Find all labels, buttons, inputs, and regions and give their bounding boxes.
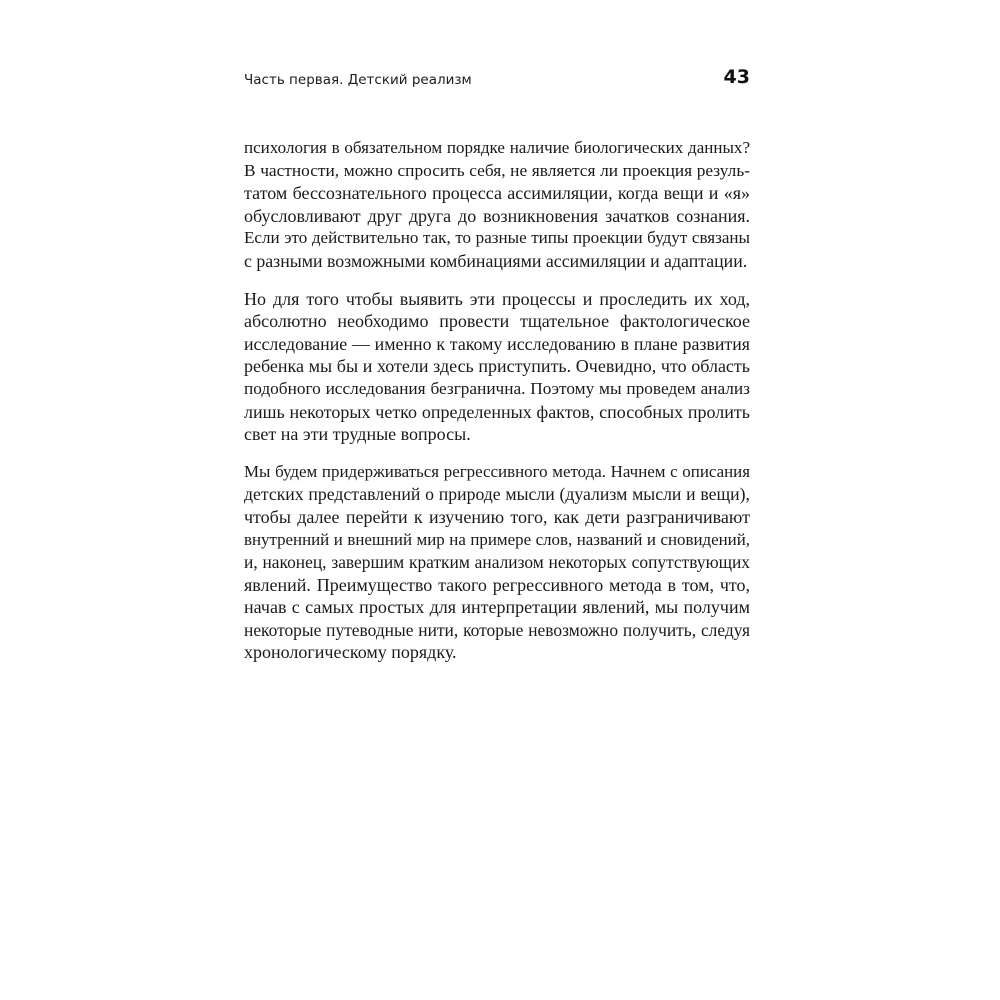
text-line: ребенка мы бы и хотели здесь приступить. Очевидно, что область [244,356,750,377]
text-line: детских представлений о природе мысли (дуализм мысли и вещи), [244,484,750,505]
text-line: В частности, можно спросить себя, не является ли проекция резуль- [244,160,750,180]
text-line: внутренний и внешний мир на примере слов, названий и сновидений, [244,529,750,549]
text-line: Если это действительно так, то разные типы проекции будут связаны [244,228,750,248]
text-line: хронологическому порядку. [244,642,457,663]
paragraph-2 [244,288,750,446]
text-line: лишь некоторых четко определенных фактов, способных пролить [244,401,750,422]
text-line: психология в обязательном порядке наличие биологических данных? [244,138,750,157]
text-line: свет на эти трудные вопросы. [244,424,471,445]
text-line: татом бессознательного процесса ассимиляции, когда вещи и «я» [244,183,750,204]
body-text [244,137,750,679]
text-line: Мы будем придерживаться регрессивного метода. Начнем с описания [244,461,750,481]
text-line: некоторые путеводные нити, которые невозможно получить, следуя [244,619,750,640]
text-line: чтобы далее перейти к изучению того, как дети разграничивают [244,506,750,527]
running-header [244,66,750,98]
paragraph-3 [244,461,750,664]
text-line: и, наконец, завершим кратким анализом некоторых сопутствующих [244,552,750,573]
page-number: 43 [723,66,750,88]
text-line: подобного исследования безгранична. Поэтому мы проведем анализ [244,378,750,398]
paragraph-1 [244,137,750,273]
text-line: начав с самых простых для интерпретации явлений, мы получим [244,597,750,618]
text-line: абсолютно необходимо провести тщательное фактологическое [244,311,750,332]
text-line: с разными возможными комбинациями ассимиляции и адаптации. [244,250,748,271]
chapter-title: Часть первая. Детский реализм [244,72,472,88]
text-line: исследование — именно к такому исследованию в плане развития [244,333,750,354]
text-line: явлений. Преимущество такого регрессивного метода в том, что, [244,574,750,595]
text-line: обусловливают друг друга до возникновения зачатков сознания. [244,205,750,226]
text-line: Но для того чтобы выявить эти процессы и проследить их ход, [244,288,750,309]
